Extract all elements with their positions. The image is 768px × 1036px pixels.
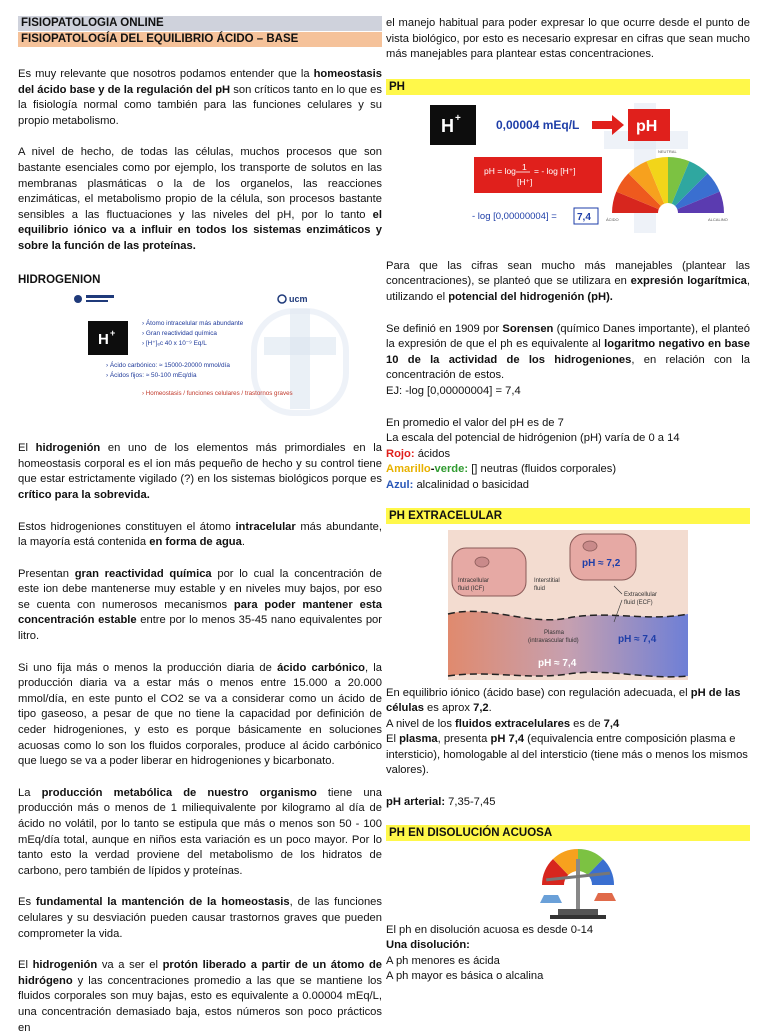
left-column (18, 16, 382, 1036)
svg-text:fluid: fluid (534, 585, 546, 592)
ph74-label-b: pH ≈ 7,4 (538, 657, 577, 669)
svg-text:› Átomo intracelular más abun: › Átomo intracelular más abundante (142, 320, 244, 328)
paragraph-cell-processes: A nivel de hecho, de todas las células, muchos procesos que son bastante esenciales como por ejemplo, los transporte de solutos en las membranas plasmáticas o la de los organelos, las reacciones enzimáticas, el metabolismo propio de la célula, son procesos bastante sensibles a las fluctuaciones y las niveles del pH, por lo tanto el equilibrio iónico va a influir en todos los sistemas enzimáticos y sobre la función de las proteínas. (18, 146, 382, 252)
balance-figure (528, 845, 628, 923)
svg-text:[H⁺]: [H⁺] (517, 176, 533, 187)
paragraph-homeostasis: Es muy relevante que nosotros podamos entender que la homeostasis del ácido base y de la regulación del pH son críticos tanto en lo que es la fisiología normal como también para las funciones celulares y su propio metabolismo. (18, 68, 382, 127)
svg-text:ALCALINO: ALCALINO (708, 216, 728, 222)
svg-text:fluid (ICF): fluid (ICF) (458, 585, 485, 592)
svg-text:+: + (110, 328, 116, 339)
svg-text:+: + (455, 112, 461, 124)
svg-text:› Gran reactividad química: › Gran reactividad química (142, 330, 217, 338)
svg-text:ucm: ucm (289, 294, 308, 305)
svg-text:= - log [H⁺]: = - log [H⁺] (534, 165, 576, 176)
h-plus-symbol: H (98, 331, 109, 349)
paragraph-continuation: el manejo habitual para poder expresar lo que ocurre desde el punto de vista biológico, por esto es necesario expresar en cifras que sean mucho más manejables para plantear estas concentraciones. (386, 17, 750, 61)
svg-text:- log [0,00000004] =: - log [0,00000004] = (472, 210, 557, 222)
svg-text:› Ácidos fijos: ≈ 50-100 mEq/: › Ácidos fijos: ≈ 50-100 mEq/día (106, 372, 197, 380)
svg-text:7,4: 7,4 (577, 211, 591, 223)
paragraph-sorensen: Se definió en 1909 por Sorensen (químico Danes importante), el planteó la expresión de que el ph es equivalente al logaritmo negativo en base 10 de la actividad de los hidrogeniones, en relación con la concentración de estos. EJ: -log [0,00000004] = 7,4 (386, 322, 750, 397)
svg-text:Plasma: Plasma (544, 629, 565, 636)
paragraph-logaritmica: Para que las cifras sean mucho más manejables (plantear las concentraciones), se planteó que se utilizara en expresión logarítmica, utilizando el potencial del hidrogenión (pH). (386, 259, 750, 303)
svg-text:ÁCIDO: ÁCIDO (606, 216, 619, 222)
svg-text:1: 1 (522, 161, 527, 172)
paragraph-intracelular: Estos hidrogeniones constituyen el átomo intracelular más abundante, la mayoría está contenida en forma de agua. (18, 520, 383, 549)
svg-text:fluid (ECF): fluid (ECF) (624, 599, 653, 606)
concentration-label: 0,00004 mEq/L (496, 117, 580, 132)
ph72-label: pH ≈ 7,2 (582, 557, 621, 569)
svg-text:Intracellular: Intracellular (458, 577, 490, 584)
svg-text:Interstitial: Interstitial (534, 577, 560, 584)
svg-text:(intravascular fluid): (intravascular fluid) (528, 637, 579, 644)
svg-text:pH = log: pH = log (484, 165, 516, 176)
ecf-graphic (448, 530, 688, 680)
paragraph-equilibrio-ionico: En equilibrio iónico (ácido base) con regulación adecuada, el pH de las células es aprox 7,2. A nivel de los fluidos extracelulares es de 7,4 El plasma, presenta pH 7,4 (equivalencia entre composición plasma e intersticio), homologable al del intersticio (tiene más o menos los mismos valores). (386, 686, 748, 777)
svg-text:pH: pH (636, 117, 658, 135)
hidrogenion-slide (68, 291, 360, 415)
paragraph-produccion-metabolica: La producción metabólica de nuestro organismo tiene una producción más o menos de 1 miliequivalente por kilogramo al día de ácido no volátil, por lo tanto se estipula que más o menos son 50 - 100 mEq/día total, aunque en niños esta variación es un poco mayor. Por lo tanto esto la verdad proviene del metabolismo de los hidratos de carbono, pero también de lípidos y proteínas. (18, 786, 382, 877)
svg-text:H: H (441, 115, 454, 136)
svg-text:› Ácido carbónico: ≈ 15000-20: › Ácido carbónico: ≈ 15000-20000 mmol/día (106, 362, 230, 370)
paragraph-acido-carbonico: Si uno fija más o menos la producción diaria de ácido carbónico, la producción diaria va a estar más o menos entre 15.000 a 20.000 mmol/día, en este punto el CO2 se va a considerar como un ácido de tipo gaseoso, a pesar de que no tiene la capacidad por definición de ceder hidrogeniones, y esto es porque básicamente en soluciones acuosas como lo son los fluidos corporales, produce al ácido carbónico que luego se va a poder liberar en hidrogeniones y bicarbonato. (18, 661, 382, 768)
svg-text:› [H⁺]ₑc 40 x 10⁻⁹ Eq/L: › [H⁺]ₑc 40 x 10⁻⁹ Eq/L (142, 340, 207, 348)
paragraph-escala: En promedio el valor del pH es de 7 La escala del potencial de hidrógenion (pH) varía de 0 a 14 Rojo: ácidos Amarillo-verde: [] neutras (fluidos corporales) Azul: alcalinidad o basicidad (386, 416, 680, 491)
paragraph-fundamental: Es fundamental la mantención de la homeostasis, de las funciones celulares y su desviación pueden causar trastornos graves que pueden comprometer la vida. (18, 896, 382, 940)
header-title: FISIOPATOLOGIA ONLINE (18, 16, 382, 31)
section-title-ph-disolucion: PH EN DISOLUCIÓN ACUOSA (386, 825, 750, 841)
section-title-hidrogenion: HIDROGENION (18, 273, 101, 286)
paragraph-proton: El hidrogenión va a ser el protón liberado a partir de un átomo de hidrógeno y las concentraciones promedio a las que se mantiene los fluidos corporales son muy bajas, esto es equivalente a 0.00004 mEq/L, una concentración demasiado baja, estos números son poco prácticos en (18, 959, 383, 1034)
paragraph-reactividad: Presentan gran reactividad química por lo cual la concentración de este ion debe mantenerse muy estable y en niveles muy bajos, por eso se cuenta con numerosos mecanismos para poder mantener esta concentración estable entre por lo menos 35-45 nano equivalentes por litro. (18, 567, 382, 643)
paragraph-ph-arterial: pH arterial: 7,35-7,45 (386, 796, 496, 809)
svg-text:› Homeostasis / funciones cel: › Homeostasis / funciones celulares / trastornos graves (142, 390, 293, 398)
header-subtitle: FISIOPATOLOGÍA DEL EQUILIBRIO ÁCIDO – BASE (18, 32, 382, 47)
section-title-ph: PH (386, 79, 750, 95)
paragraph-disolucion: El ph en disolución acuosa es desde 0-14 Una disolución: A ph menores es ácida A ph mayor es básica o alcalina (386, 923, 594, 983)
section-title-ph-extracelular: PH EXTRACELULAR (386, 508, 750, 524)
ph74-label-a: pH ≈ 7,4 (618, 633, 657, 645)
ph-figure (428, 101, 728, 237)
ph-figure-graphic (428, 101, 728, 237)
right-column (386, 16, 750, 985)
balance-graphic (528, 845, 628, 923)
ecf-figure (448, 530, 688, 680)
svg-text:NEUTRAL: NEUTRAL (658, 148, 677, 154)
svg-text:Extracellular: Extracellular (624, 591, 658, 598)
slide-graphic (68, 291, 360, 415)
paragraph-hidrogenion: El hidrogenión en uno de los elementos más primordiales en la homeostasis corporal es el ion más pequeño de hecho y su control tiene que estar estrictamente vigilado (?) en los sistemas biológicos porque es crítico para la sobrevida. (18, 442, 382, 501)
